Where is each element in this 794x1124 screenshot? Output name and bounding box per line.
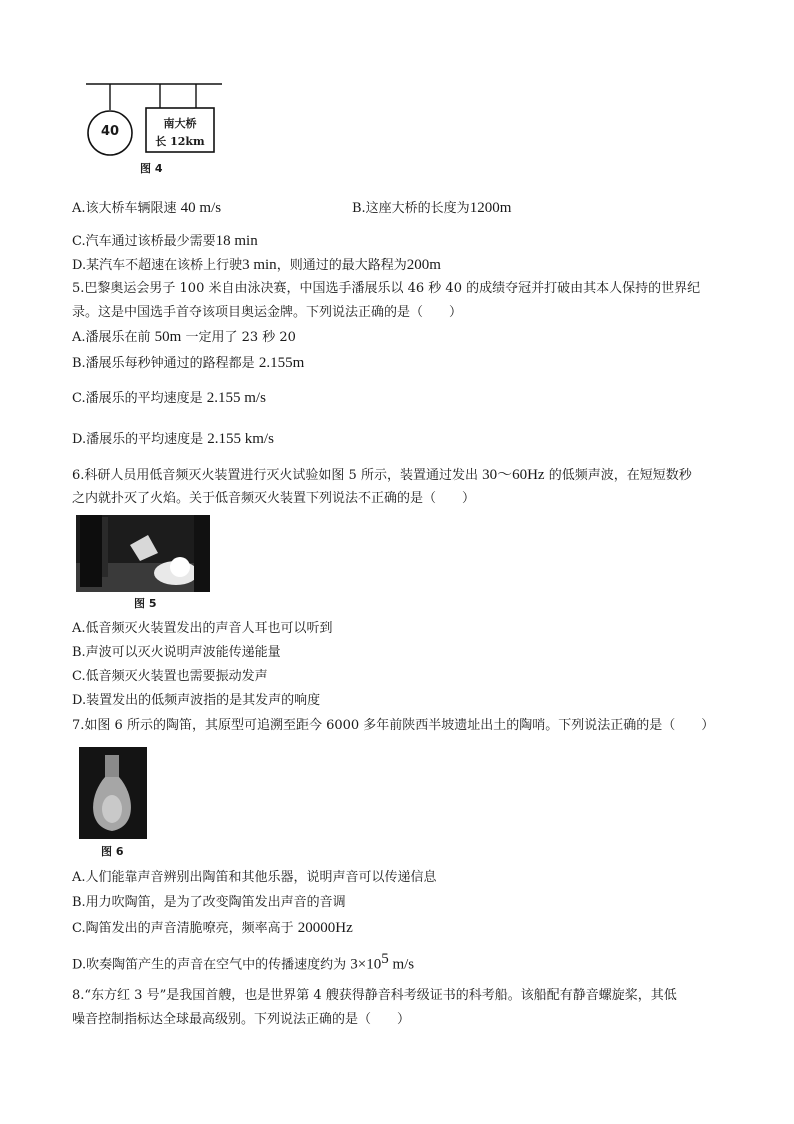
q7-option-c: C.陶笛发出的声音清脆嘹亮，频率高于 20000Hz <box>72 920 353 936</box>
figure-6-ocarina-photo <box>79 747 147 839</box>
q8-stem-line-2: 噪音控制指标达全球最高级别。下列说法正确的是（ ） <box>72 1012 411 1027</box>
figure-6-caption: 图 6 <box>101 845 124 858</box>
q7-option-d: D.吹奏陶笛产生的声音在空气中的传播速度约为 $3\times 10^5$ m/s <box>72 951 415 973</box>
q8-stem-line-1: 8.“东方红 3 号”是我国首艘，也是世界第 4 艘获得静音科考级证书的科考船。该船配有静音螺旋桨，其低 <box>72 988 677 1003</box>
q5-option-a: A.潘展乐在前 50m 一定用了 23 秒 20 <box>72 329 296 345</box>
q4-option-a: A.该大桥车辆限速 40 m/s <box>72 200 222 216</box>
q6-option-b: B.声波可以灭火说明声波能传递能量 <box>72 645 281 660</box>
q5-stem-line-2: 录。这是中国选手首夺该项目奥运金牌。下列说法正确的是（ ） <box>72 305 463 320</box>
q4-option-b: B.这座大桥的长度为1200m <box>352 200 512 216</box>
q7-stem: 7.如图 6 所示的陶笛，其原型可追溯至距今 6000 多年前陕西半坡遗址出土的陶哨。下列说法正确的是（ ） <box>72 718 715 733</box>
bridge-sign-name: 南大桥 <box>163 117 197 130</box>
figure-4-caption: 图 4 <box>140 162 163 175</box>
q4-option-c: C.汽车通过该桥最少需要18 min <box>72 233 258 249</box>
q6-option-d: D.装置发出的低频声波指的是其发声的响度 <box>72 693 321 708</box>
q6-option-a: A.低音频灭火装置发出的声音人耳也可以听到 <box>72 621 333 636</box>
q5-option-c: C.潘展乐的平均速度是 2.155 m/s <box>72 390 266 406</box>
q6-stem-line-2: 之内就扑灭了火焰。关于低音频灭火装置下列说法不正确的是（ ） <box>72 491 476 506</box>
q5-stem-line-1: 5.巴黎奥运会男子 100 米自由泳决赛，中国选手潘展乐以 46 秒 40 的成绩夺冠并打破由其本人保持的世界纪 <box>72 281 701 296</box>
speed-limit-sign-value: 40 <box>100 124 120 139</box>
q6-option-c: C.低音频灭火装置也需要振动发声 <box>72 669 268 684</box>
q7-option-b: B.用力吹陶笛，是为了改变陶笛发出声音的音调 <box>72 895 346 910</box>
q5-option-b: B.潘展乐每秒钟通过的路程都是 2.155m <box>72 355 305 371</box>
q7-option-a: A.人们能靠声音辨别出陶笛和其他乐器，说明声音可以传递信息 <box>72 870 437 885</box>
q6-stem-line-1: 6.科研人员用低音频灭火装置进行灭火试验如图 5 所示，装置通过发出 30～60Hz 的低频声波，在短短数秒 <box>72 467 692 483</box>
figure-5-photo <box>76 515 210 592</box>
bridge-sign-length: 长 12km <box>155 135 205 148</box>
q4-option-d: D.某汽车不超速在该桥上行驶3 min，则通过的最大路程为200m <box>72 257 441 273</box>
q5-option-d: D.潘展乐的平均速度是 2.155 km/s <box>72 431 274 447</box>
figure-5-caption: 图 5 <box>134 597 157 610</box>
